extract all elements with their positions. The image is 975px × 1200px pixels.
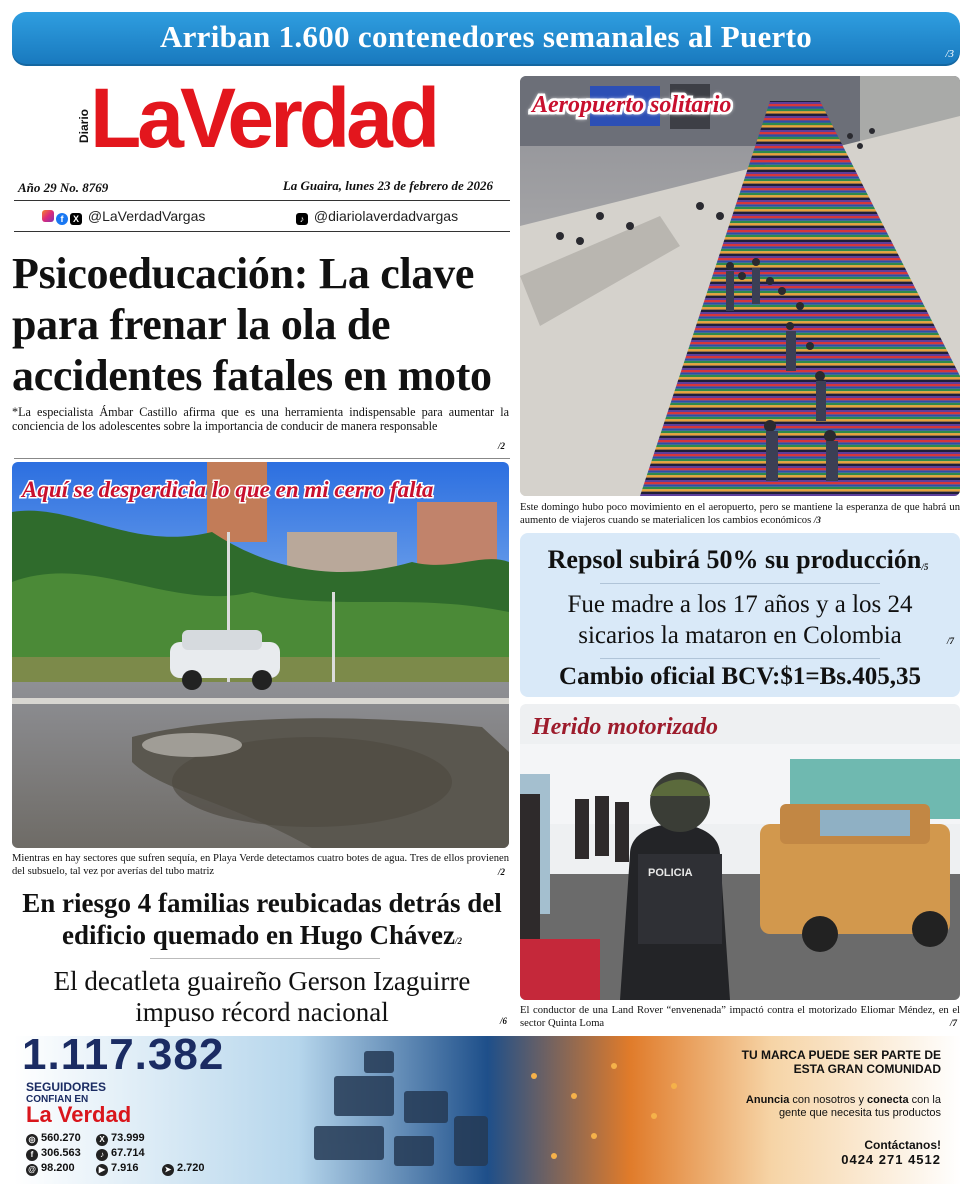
moto-caption — [520, 1004, 960, 1030]
social-row — [42, 206, 512, 226]
x-icon: X — [96, 1134, 108, 1146]
airport-caption — [520, 501, 960, 527]
social-handle-left: @LaVerdadVargas — [87, 208, 206, 224]
telegram-icon: ➤ — [162, 1164, 174, 1176]
facebook-icon: f — [26, 1149, 38, 1161]
dateline: La Guaira, lunes 23 de febrero de 2026 — [282, 178, 493, 193]
social-left[interactable] — [42, 208, 205, 225]
ad-line1: SEGUIDORES — [26, 1080, 107, 1094]
social-handle-right: @diariolaverdadvargas — [313, 208, 459, 224]
water-leak-photo[interactable] — [12, 462, 509, 848]
facebook-icon: f — [56, 213, 68, 225]
colombia-page-ref: /7 — [946, 636, 954, 646]
stat-x: X 73.999 — [96, 1132, 145, 1146]
water-caption-text: Mientras en hay sectores que sufren sequía, en Playa Verde detectamos cuatro botes de agua. Tres de ellos provienen del subsuelo, tal vez por averías del tubo matriz — [12, 853, 509, 877]
main-summary: *La especialista Ámbar Castillo afirma que es una herramienta indispensable para aumentar la conciencia de los adolescentes sobre la importancia de conducir de manera responsable — [12, 405, 509, 433]
stat-telegram: ➤ 2.720 — [162, 1162, 205, 1176]
airport-page-ref: /3 — [813, 515, 821, 525]
edition-number: Año 29 No. 8769 — [18, 180, 109, 195]
decathlete-headline[interactable]: El decatleta guaireño Gerson Izaguirre impuso récord nacional — [53, 966, 471, 1027]
airport-photo[interactable] — [520, 76, 960, 496]
ad-follower-count: 1.117.382 — [22, 1036, 225, 1079]
airport-label: Aeropuerto solitario — [532, 92, 732, 118]
ad-contact: Contáctanos! — [864, 1138, 941, 1152]
ad-phone[interactable]: 0424 271 4512 — [841, 1152, 941, 1167]
briefs-box — [520, 533, 960, 697]
stat-threads: @ 98.200 — [26, 1162, 75, 1176]
water-page-ref: /2 — [498, 867, 506, 877]
ad-right-panel — [731, 1036, 961, 1184]
stat-facebook: f 306.563 — [26, 1147, 81, 1161]
stat-youtube: ▶ 7.916 — [96, 1162, 139, 1176]
bcv-rate[interactable]: Cambio oficial BCV:$1=Bs.405,35 — [559, 663, 921, 690]
banner-page-ref: /3 — [945, 48, 954, 60]
repsol-page-ref: /5 — [921, 562, 929, 572]
ad-brand: La Verdad — [26, 1102, 132, 1127]
main-page-ref: /2 — [498, 441, 506, 451]
brief-divider-1 — [600, 583, 880, 584]
water-label: Aquí se desperdicia lo que en mi cerro falta — [22, 477, 434, 502]
water-caption — [12, 852, 509, 878]
newspaper-logo: LaVerdad — [90, 71, 437, 165]
ad-right-head: TU MARCA PUEDE SER PARTE DE ESTA GRAN COMUNIDAD — [741, 1048, 941, 1076]
instagram-icon — [42, 210, 54, 222]
moto-page-ref: /7 — [950, 1018, 958, 1028]
social-divider — [14, 231, 510, 232]
stat-tiktok: ♪ 67.714 — [96, 1147, 145, 1161]
main-headline[interactable]: Psicoeducación: La clave para frenar la ola de accidentes fatales en moto — [12, 249, 492, 400]
masthead-divider — [14, 200, 510, 201]
tiktok-icon: ♪ — [96, 1149, 108, 1161]
tiktok-icon: ♪ — [296, 213, 308, 225]
ad-right-body: Anuncia con nosotros y conecta con la gente que necesita tus productos — [745, 1094, 941, 1119]
brief-divider-2 — [600, 658, 880, 659]
ad-line2: CONFIAN EN — [26, 1094, 89, 1105]
repsol-headline[interactable]: Repsol subirá 50% su producción/5 — [547, 545, 929, 574]
police-vest-text: POLICIA — [648, 867, 693, 879]
youtube-icon: ▶ — [96, 1164, 108, 1176]
ad-left-panel — [14, 1036, 304, 1184]
stat-instagram: ◎ 560.270 — [26, 1132, 81, 1146]
bottom-divider — [150, 958, 380, 959]
main-divider — [14, 458, 510, 459]
decathlete-page-ref: /6 — [500, 1016, 508, 1026]
x-icon: X — [70, 213, 82, 225]
threads-icon: @ — [26, 1164, 38, 1176]
banner-headline: Arriban 1.600 contenedores semanales al Puerto — [159, 19, 813, 54]
risk-headline[interactable]: En riesgo 4 familias reubicadas detrás del edificio quemado en Hugo Chávez/2 — [22, 888, 502, 950]
risk-page-ref: /2 — [455, 936, 463, 946]
airport-caption-text: Este domingo hubo poco movimiento en el aeropuerto, pero se mantiene la esperanza de que habrá un aumento de viajeros cuando se materialicen los cambios económicos — [520, 502, 960, 526]
moto-label: Herido motorizado — [532, 714, 719, 740]
social-right[interactable] — [296, 208, 458, 225]
advertisement[interactable] — [14, 1036, 961, 1184]
diario-label: Diario — [77, 109, 91, 144]
motorcycle-accident-photo[interactable] — [520, 704, 960, 1000]
colombia-headline[interactable]: Fue madre a los 17 años y a los 24 sicarios la mataron en Colombia — [567, 591, 913, 649]
moto-caption-text: El conductor de una Land Rover “envenenada” impactó contra el motorizado Eliomar Méndez, en el sector Quinta Loma — [520, 1005, 960, 1029]
top-banner[interactable] — [12, 12, 960, 66]
instagram-icon: ◎ — [26, 1134, 38, 1146]
